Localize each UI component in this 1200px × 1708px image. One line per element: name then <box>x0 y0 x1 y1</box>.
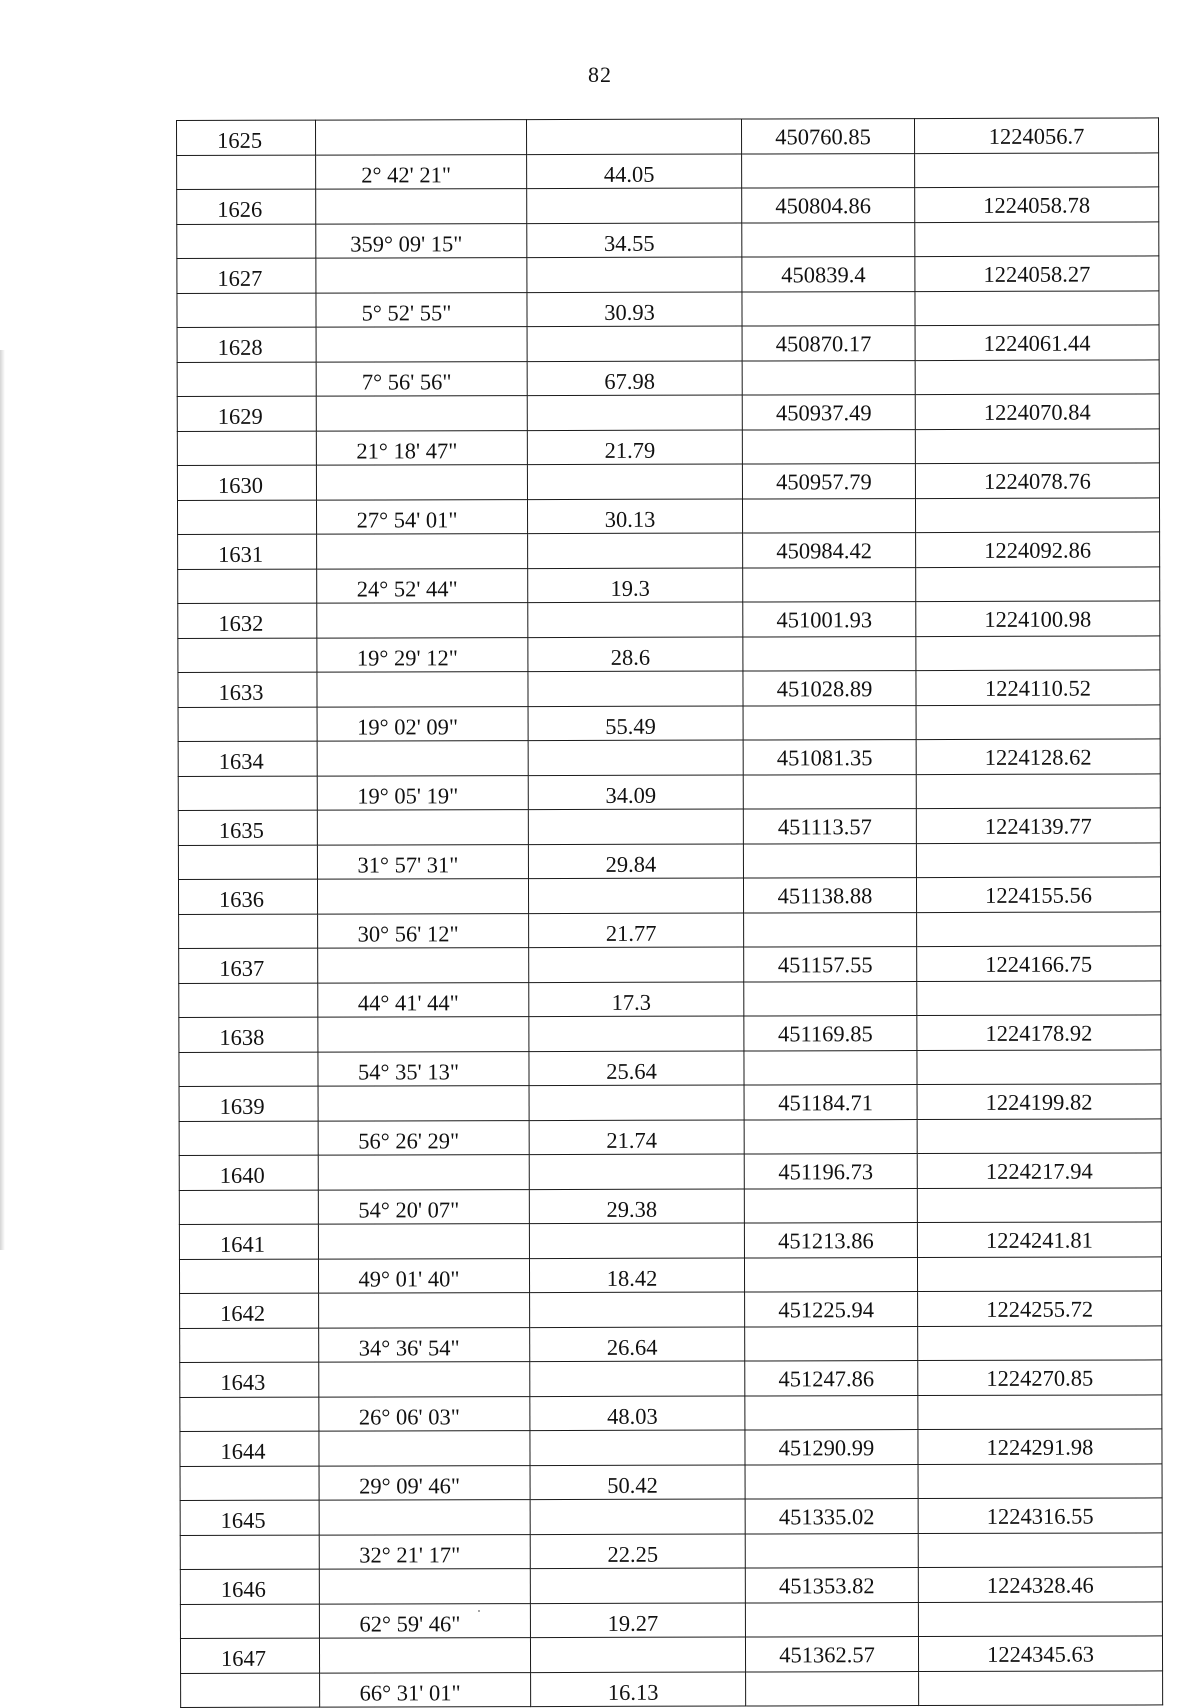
point-id-cell <box>179 1190 318 1225</box>
point-id-cell: 1641 <box>179 1224 318 1259</box>
table-row <box>177 428 1159 465</box>
northing-cell: 451353.82 <box>745 1568 918 1603</box>
bearing-cell <box>319 1431 530 1466</box>
bearing-cell: 26° 06' 03" <box>319 1396 530 1431</box>
northing-cell <box>744 1050 917 1085</box>
easting-cell <box>917 1049 1161 1084</box>
bearing-cell <box>319 1500 530 1535</box>
point-id-cell: 1638 <box>179 1017 318 1052</box>
scan-speck <box>478 1610 480 1612</box>
table-row <box>178 532 1160 569</box>
point-id-cell: 1646 <box>180 1569 319 1604</box>
bearing-cell: 7° 56' 56" <box>316 361 527 396</box>
distance-cell: 67.98 <box>527 361 742 396</box>
table-row <box>180 1498 1162 1535</box>
point-id-cell: 1626 <box>177 189 316 224</box>
table-row <box>177 359 1159 396</box>
distance-cell <box>530 1292 745 1327</box>
distance-cell: 44.05 <box>527 154 742 189</box>
distance-cell: 29.38 <box>529 1189 744 1224</box>
easting-cell <box>918 1601 1162 1636</box>
northing-cell: 451225.94 <box>745 1292 918 1327</box>
northing-cell: 451184.71 <box>744 1085 917 1120</box>
distance-cell <box>528 878 743 913</box>
point-id-cell: 1643 <box>180 1362 319 1397</box>
northing-cell: 451001.93 <box>743 602 916 637</box>
point-id-cell <box>180 1328 319 1363</box>
distance-cell: 28.6 <box>528 637 743 672</box>
northing-cell: 450957.79 <box>742 464 915 499</box>
northing-cell <box>742 222 915 257</box>
point-id-cell: 1635 <box>178 810 317 845</box>
northing-cell <box>742 498 915 533</box>
table-row <box>181 1670 1163 1707</box>
point-id-cell: 1634 <box>178 741 317 776</box>
table-row <box>180 1636 1162 1673</box>
bearing-cell: 359° 09' 15" <box>316 223 527 258</box>
easting-cell: 1224092.86 <box>916 532 1160 567</box>
table-row <box>177 497 1159 534</box>
distance-cell <box>530 1568 745 1603</box>
northing-cell <box>744 1188 917 1223</box>
distance-cell <box>529 1016 744 1051</box>
northing-cell: 451290.99 <box>745 1430 918 1465</box>
easting-cell <box>917 980 1161 1015</box>
table-row <box>180 1360 1162 1397</box>
bearing-cell <box>318 1155 529 1190</box>
point-id-cell: 1632 <box>178 603 317 638</box>
point-id-cell <box>179 914 318 949</box>
point-id-cell: 1642 <box>180 1293 319 1328</box>
northing-cell <box>742 360 915 395</box>
northing-cell <box>745 1395 918 1430</box>
coordinate-table <box>176 117 1163 1708</box>
easting-cell <box>915 428 1159 463</box>
point-id-cell: 1627 <box>177 258 316 293</box>
bearing-cell <box>318 1017 529 1052</box>
point-id-cell <box>180 1466 319 1501</box>
easting-cell: 1224056.7 <box>914 118 1158 153</box>
northing-cell: 450937.49 <box>742 395 915 430</box>
distance-cell: 30.93 <box>527 292 742 327</box>
bearing-cell: 32° 21' 17" <box>319 1534 530 1569</box>
point-id-cell <box>180 1535 319 1570</box>
bearing-cell: 30° 56' 12" <box>318 913 529 948</box>
bearing-cell <box>318 948 529 983</box>
easting-cell: 1224255.72 <box>918 1291 1162 1326</box>
table-row <box>178 601 1160 638</box>
northing-cell <box>743 843 916 878</box>
bearing-cell <box>316 258 527 293</box>
table-row <box>178 670 1160 707</box>
distance-cell: 21.77 <box>529 913 744 948</box>
easting-cell <box>916 566 1160 601</box>
distance-cell: 22.25 <box>530 1534 745 1569</box>
distance-cell <box>528 809 743 844</box>
easting-cell: 1224058.78 <box>915 187 1159 222</box>
distance-cell <box>527 119 742 154</box>
page-number: 82 <box>588 62 612 87</box>
point-id-cell: 1647 <box>180 1638 319 1673</box>
point-id-cell <box>180 1397 319 1432</box>
distance-cell <box>530 1499 745 1534</box>
point-id-cell <box>180 1604 319 1639</box>
distance-cell: 19.27 <box>530 1603 745 1638</box>
distance-cell: 17.3 <box>529 982 744 1017</box>
bearing-cell: 27° 54' 01" <box>316 499 527 534</box>
distance-cell <box>530 1430 745 1465</box>
table-row <box>177 325 1159 362</box>
point-id-cell: 1636 <box>178 879 317 914</box>
northing-cell <box>746 1671 919 1706</box>
table-row <box>178 808 1160 845</box>
point-id-cell <box>178 707 317 742</box>
easting-cell: 1224128.62 <box>916 739 1160 774</box>
point-id-cell <box>177 431 316 466</box>
point-id-cell <box>178 776 317 811</box>
point-id-cell <box>179 1052 318 1087</box>
easting-cell <box>917 1118 1161 1153</box>
easting-cell <box>915 152 1159 187</box>
distance-cell <box>530 1637 745 1672</box>
northing-cell <box>744 1257 917 1292</box>
easting-cell: 1224241.81 <box>917 1222 1161 1257</box>
distance-cell: 19.3 <box>528 568 743 603</box>
table-row <box>177 118 1159 155</box>
table-row <box>177 187 1159 224</box>
point-id-cell: 1637 <box>179 948 318 983</box>
northing-cell <box>742 291 915 326</box>
table-row <box>178 773 1160 810</box>
distance-cell <box>529 947 744 982</box>
bearing-cell <box>319 1569 530 1604</box>
table-row <box>180 1601 1162 1638</box>
distance-cell: 34.09 <box>528 775 743 810</box>
coordinate-table-body <box>177 118 1163 1708</box>
distance-cell <box>528 602 743 637</box>
bearing-cell: 19° 29' 12" <box>317 637 528 672</box>
northing-cell: 451169.85 <box>744 1016 917 1051</box>
point-id-cell: 1625 <box>177 120 316 155</box>
point-id-cell: 1640 <box>179 1155 318 1190</box>
distance-cell <box>527 326 742 361</box>
distance-cell: 25.64 <box>529 1051 744 1086</box>
point-id-cell: 1628 <box>177 327 316 362</box>
bearing-cell <box>317 672 528 707</box>
northing-cell <box>744 981 917 1016</box>
easting-cell <box>915 221 1159 256</box>
table-row <box>179 1015 1161 1052</box>
table-row <box>179 1084 1161 1121</box>
point-id-cell: 1633 <box>178 672 317 707</box>
easting-cell <box>916 635 1160 670</box>
distance-cell <box>529 1223 744 1258</box>
bearing-cell <box>317 741 528 776</box>
table-row <box>177 463 1159 500</box>
bearing-cell: 2° 42' 21" <box>316 154 527 189</box>
point-id-cell <box>179 1121 318 1156</box>
point-id-cell <box>177 500 316 535</box>
northing-cell: 450839.4 <box>742 257 915 292</box>
bearing-cell <box>317 534 528 569</box>
bearing-cell <box>316 396 527 431</box>
easting-cell: 1224058.27 <box>915 256 1159 291</box>
bearing-cell: 21° 18' 47" <box>316 430 527 465</box>
table-row <box>179 946 1161 983</box>
table-row <box>180 1291 1162 1328</box>
distance-cell: 21.79 <box>527 430 742 465</box>
easting-cell <box>917 1187 1161 1222</box>
distance-cell: 26.64 <box>530 1327 745 1362</box>
northing-cell <box>743 705 916 740</box>
easting-cell: 1224078.76 <box>915 463 1159 498</box>
point-id-cell: 1639 <box>179 1086 318 1121</box>
distance-cell <box>528 671 743 706</box>
bearing-cell <box>319 1293 530 1328</box>
northing-cell <box>743 636 916 671</box>
point-id-cell <box>178 569 317 604</box>
distance-cell: 50.42 <box>530 1465 745 1500</box>
northing-cell: 451028.89 <box>743 671 916 706</box>
bearing-cell: 49° 01' 40" <box>318 1258 529 1293</box>
point-id-cell <box>177 224 316 259</box>
northing-cell <box>744 1119 917 1154</box>
distance-cell: 48.03 <box>530 1396 745 1431</box>
northing-cell: 450804.86 <box>742 188 915 223</box>
bearing-cell <box>317 879 528 914</box>
easting-cell <box>915 497 1159 532</box>
point-id-cell <box>177 362 316 397</box>
table-row <box>180 1567 1162 1604</box>
bearing-cell: 62° 59' 46" <box>319 1603 530 1638</box>
table-row <box>180 1463 1162 1500</box>
point-id-cell <box>181 1673 320 1708</box>
northing-cell: 451247.86 <box>745 1361 918 1396</box>
easting-cell: 1224217.94 <box>917 1153 1161 1188</box>
table-row <box>177 152 1159 189</box>
easting-cell <box>916 773 1160 808</box>
distance-cell: 29.84 <box>528 844 743 879</box>
point-id-cell: 1645 <box>180 1500 319 1535</box>
bearing-cell <box>316 120 527 155</box>
easting-cell: 1224070.84 <box>915 394 1159 429</box>
table-row <box>179 1118 1161 1155</box>
northing-cell <box>742 429 915 464</box>
northing-cell: 450984.42 <box>743 533 916 568</box>
distance-cell <box>527 188 742 223</box>
easting-cell <box>918 1325 1162 1360</box>
bearing-cell <box>317 603 528 638</box>
bearing-cell <box>316 327 527 362</box>
easting-cell <box>915 359 1159 394</box>
table-row <box>179 1256 1161 1293</box>
easting-cell <box>916 842 1160 877</box>
northing-cell: 451362.57 <box>745 1637 918 1672</box>
scan-edge-shadow <box>0 350 5 1250</box>
table-row <box>180 1325 1162 1362</box>
bearing-cell <box>318 1224 529 1259</box>
table-row <box>179 1049 1161 1086</box>
easting-cell: 1224270.85 <box>918 1360 1162 1395</box>
northing-cell: 451138.88 <box>743 878 916 913</box>
bearing-cell: 5° 52' 55" <box>316 292 527 327</box>
distance-cell: 34.55 <box>527 223 742 258</box>
northing-cell <box>744 912 917 947</box>
distance-cell: 21.74 <box>529 1120 744 1155</box>
table-row <box>177 394 1159 431</box>
northing-cell <box>742 153 915 188</box>
point-id-cell <box>179 983 318 1018</box>
bearing-cell: 44° 41' 44" <box>318 982 529 1017</box>
bearing-cell: 19° 02' 09" <box>317 706 528 741</box>
easting-cell: 1224328.46 <box>918 1567 1162 1602</box>
bearing-cell: 24° 52' 44" <box>317 568 528 603</box>
northing-cell: 451081.35 <box>743 740 916 775</box>
distance-cell <box>530 1361 745 1396</box>
northing-cell: 451335.02 <box>745 1499 918 1534</box>
northing-cell <box>745 1602 918 1637</box>
easting-cell: 1224061.44 <box>915 325 1159 360</box>
distance-cell <box>528 533 743 568</box>
bearing-cell: 66° 31' 01" <box>320 1672 531 1707</box>
table-row <box>177 256 1159 293</box>
northing-cell <box>745 1533 918 1568</box>
bearing-cell <box>318 1086 529 1121</box>
easting-cell: 1224316.55 <box>918 1498 1162 1533</box>
easting-cell: 1224110.52 <box>916 670 1160 705</box>
easting-cell: 1224155.56 <box>916 877 1160 912</box>
northing-cell <box>745 1326 918 1361</box>
easting-cell <box>918 1532 1162 1567</box>
bearing-cell: 56° 26' 29" <box>318 1120 529 1155</box>
northing-cell: 451213.86 <box>744 1223 917 1258</box>
distance-cell <box>527 395 742 430</box>
easting-cell <box>918 1394 1162 1429</box>
point-id-cell <box>177 155 316 190</box>
distance-cell: 30.13 <box>527 499 742 534</box>
table-row <box>177 221 1159 258</box>
distance-cell: 55.49 <box>528 706 743 741</box>
point-id-cell: 1630 <box>177 465 316 500</box>
easting-cell <box>917 911 1161 946</box>
table-row <box>178 842 1160 879</box>
table-row <box>180 1532 1162 1569</box>
table-row <box>179 980 1161 1017</box>
northing-cell <box>743 774 916 809</box>
easting-cell: 1224178.92 <box>917 1015 1161 1050</box>
bearing-cell <box>319 1638 530 1673</box>
easting-cell <box>918 1463 1162 1498</box>
point-id-cell <box>177 293 316 328</box>
distance-cell <box>529 1085 744 1120</box>
bearing-cell <box>316 465 527 500</box>
easting-cell: 1224199.82 <box>917 1084 1161 1119</box>
bearing-cell: 54° 20' 07" <box>318 1189 529 1224</box>
table-row <box>178 877 1160 914</box>
point-id-cell: 1631 <box>178 534 317 569</box>
distance-cell: 16.13 <box>531 1672 746 1707</box>
northing-cell: 451113.57 <box>743 809 916 844</box>
easting-cell: 1224291.98 <box>918 1429 1162 1464</box>
northing-cell <box>745 1464 918 1499</box>
bearing-cell: 54° 35' 13" <box>318 1051 529 1086</box>
northing-cell: 450870.17 <box>742 326 915 361</box>
distance-cell <box>529 1154 744 1189</box>
easting-cell: 1224139.77 <box>916 808 1160 843</box>
easting-cell <box>916 704 1160 739</box>
point-id-cell: 1644 <box>180 1431 319 1466</box>
table-row <box>177 290 1159 327</box>
northing-cell: 450760.85 <box>741 119 914 154</box>
easting-cell: 1224100.98 <box>916 601 1160 636</box>
easting-cell: 1224345.63 <box>918 1636 1162 1671</box>
point-id-cell <box>178 638 317 673</box>
table-row <box>179 1153 1161 1190</box>
table-row <box>178 704 1160 741</box>
table-row <box>178 739 1160 776</box>
northing-cell: 451196.73 <box>744 1154 917 1189</box>
table-row <box>179 1222 1161 1259</box>
easting-cell: 1224166.75 <box>917 946 1161 981</box>
northing-cell: 451157.55 <box>744 947 917 982</box>
bearing-cell <box>319 1362 530 1397</box>
easting-cell <box>915 290 1159 325</box>
point-id-cell <box>178 845 317 880</box>
table-row <box>180 1429 1162 1466</box>
point-id-cell <box>179 1259 318 1294</box>
bearing-cell <box>317 810 528 845</box>
bearing-cell: 31° 57' 31" <box>317 844 528 879</box>
easting-cell <box>919 1670 1163 1705</box>
easting-cell <box>917 1256 1161 1291</box>
table-row <box>179 1187 1161 1224</box>
bearing-cell: 29° 09' 46" <box>319 1465 530 1500</box>
bearing-cell <box>316 189 527 224</box>
distance-cell <box>527 257 742 292</box>
point-id-cell: 1629 <box>177 396 316 431</box>
bearing-cell: 19° 05' 19" <box>317 775 528 810</box>
distance-cell <box>527 464 742 499</box>
distance-cell <box>528 740 743 775</box>
distance-cell: 18.42 <box>529 1258 744 1293</box>
table-row <box>179 911 1161 948</box>
table-row <box>178 566 1160 603</box>
table-row <box>180 1394 1162 1431</box>
northing-cell <box>743 567 916 602</box>
table-row <box>178 635 1160 672</box>
bearing-cell: 34° 36' 54" <box>319 1327 530 1362</box>
